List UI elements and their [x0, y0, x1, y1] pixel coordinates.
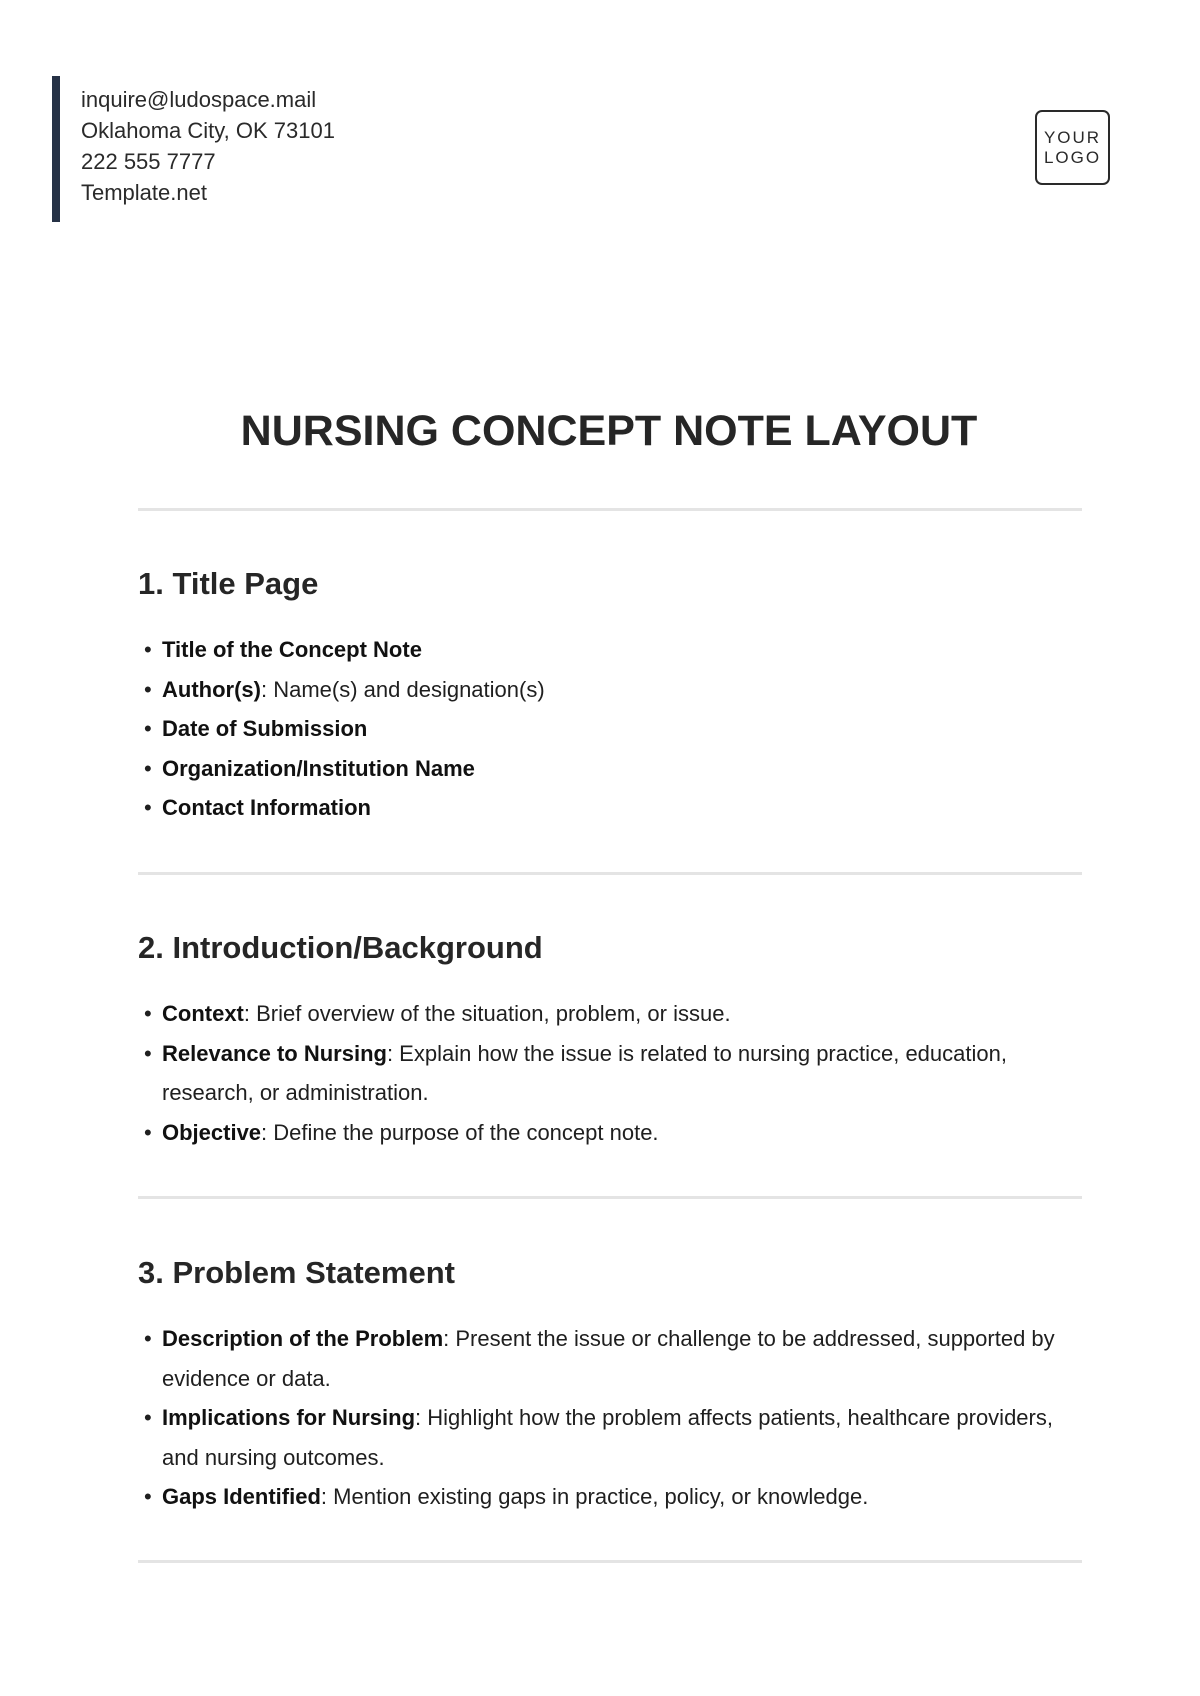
list-item	[138, 788, 1082, 828]
bullet-icon: •	[144, 676, 152, 702]
section-list	[138, 1319, 1082, 1517]
contact-email: inquire@ludospace.mail	[81, 87, 317, 112]
bullet-icon: •	[144, 795, 152, 820]
list-item	[138, 709, 1082, 749]
list-item	[138, 1319, 1082, 1398]
contact-address: Oklahoma City, OK 73101	[81, 118, 335, 143]
list-item	[138, 1113, 1082, 1153]
list-item	[138, 630, 1082, 670]
document-title: NURSING CONCEPT NOTE LAYOUT	[240, 407, 978, 455]
item-text: : Explain how the issue is related to nursing practice, education, research, or administration.	[162, 1040, 1007, 1105]
section-list	[138, 994, 1082, 1152]
item-text: : Define the purpose of the concept note.	[261, 1119, 659, 1145]
bullet-icon: •	[144, 1484, 152, 1509]
item-term: Gaps Identified	[162, 1484, 321, 1509]
item-text: : Highlight how the problem affects patients, healthcare providers, and nursing outcomes.	[162, 1405, 1053, 1470]
section-list	[138, 630, 1082, 828]
bullet-icon: •	[144, 637, 152, 662]
logo-placeholder	[1035, 110, 1110, 185]
bullet-icon: •	[144, 755, 152, 781]
list-item	[138, 749, 1082, 789]
item-term: Context	[162, 1001, 244, 1026]
item-term: Date of Submission	[162, 716, 368, 741]
contact-website: Template.net	[81, 180, 207, 205]
divider	[138, 872, 1082, 875]
logo-text-line1: YOUR	[1043, 127, 1102, 147]
item-text: : Name(s) and designation(s)	[260, 676, 545, 702]
contact-block	[52, 76, 335, 222]
section-introduction	[138, 928, 1082, 1152]
item-term: Objective	[162, 1119, 262, 1145]
item-term: Implications for Nursing	[162, 1405, 416, 1430]
section-heading: 2. Introduction/Background	[138, 930, 543, 965]
list-item	[138, 670, 1082, 710]
bullet-icon: •	[144, 1001, 152, 1026]
contact-phone: 222 555 7777	[81, 149, 216, 174]
divider	[138, 1560, 1082, 1563]
bullet-icon: •	[144, 1040, 152, 1066]
section-heading: 3. Problem Statement	[138, 1255, 455, 1290]
item-text: : Mention existing gaps in practice, policy, or knowledge.	[320, 1484, 869, 1509]
item-term: Contact Information	[162, 795, 371, 820]
bullet-icon: •	[144, 1405, 152, 1430]
divider	[138, 1196, 1082, 1199]
divider	[138, 508, 1082, 511]
item-term: Title of the Concept Note	[162, 637, 422, 662]
list-item	[138, 1034, 1082, 1113]
list-item	[138, 1477, 1082, 1517]
item-term: Description of the Problem	[162, 1326, 444, 1351]
section-heading: 1. Title Page	[138, 566, 319, 601]
logo-text-line2: LOGO	[1043, 147, 1102, 167]
item-term: Organization/Institution Name	[162, 755, 475, 781]
item-term: Author(s)	[162, 676, 261, 702]
bullet-icon: •	[144, 1119, 152, 1145]
list-item	[138, 994, 1082, 1034]
bullet-icon: •	[144, 716, 152, 741]
list-item	[138, 1398, 1082, 1477]
section-problem-statement	[138, 1253, 1082, 1517]
item-text: : Brief overview of the situation, problem, or issue.	[243, 1001, 731, 1026]
item-term: Relevance to Nursing	[162, 1040, 387, 1066]
section-title-page	[138, 564, 1082, 828]
item-text: : Present the issue or challenge to be addressed, supported by evidence or data.	[162, 1326, 1055, 1391]
bullet-icon: •	[144, 1326, 152, 1351]
